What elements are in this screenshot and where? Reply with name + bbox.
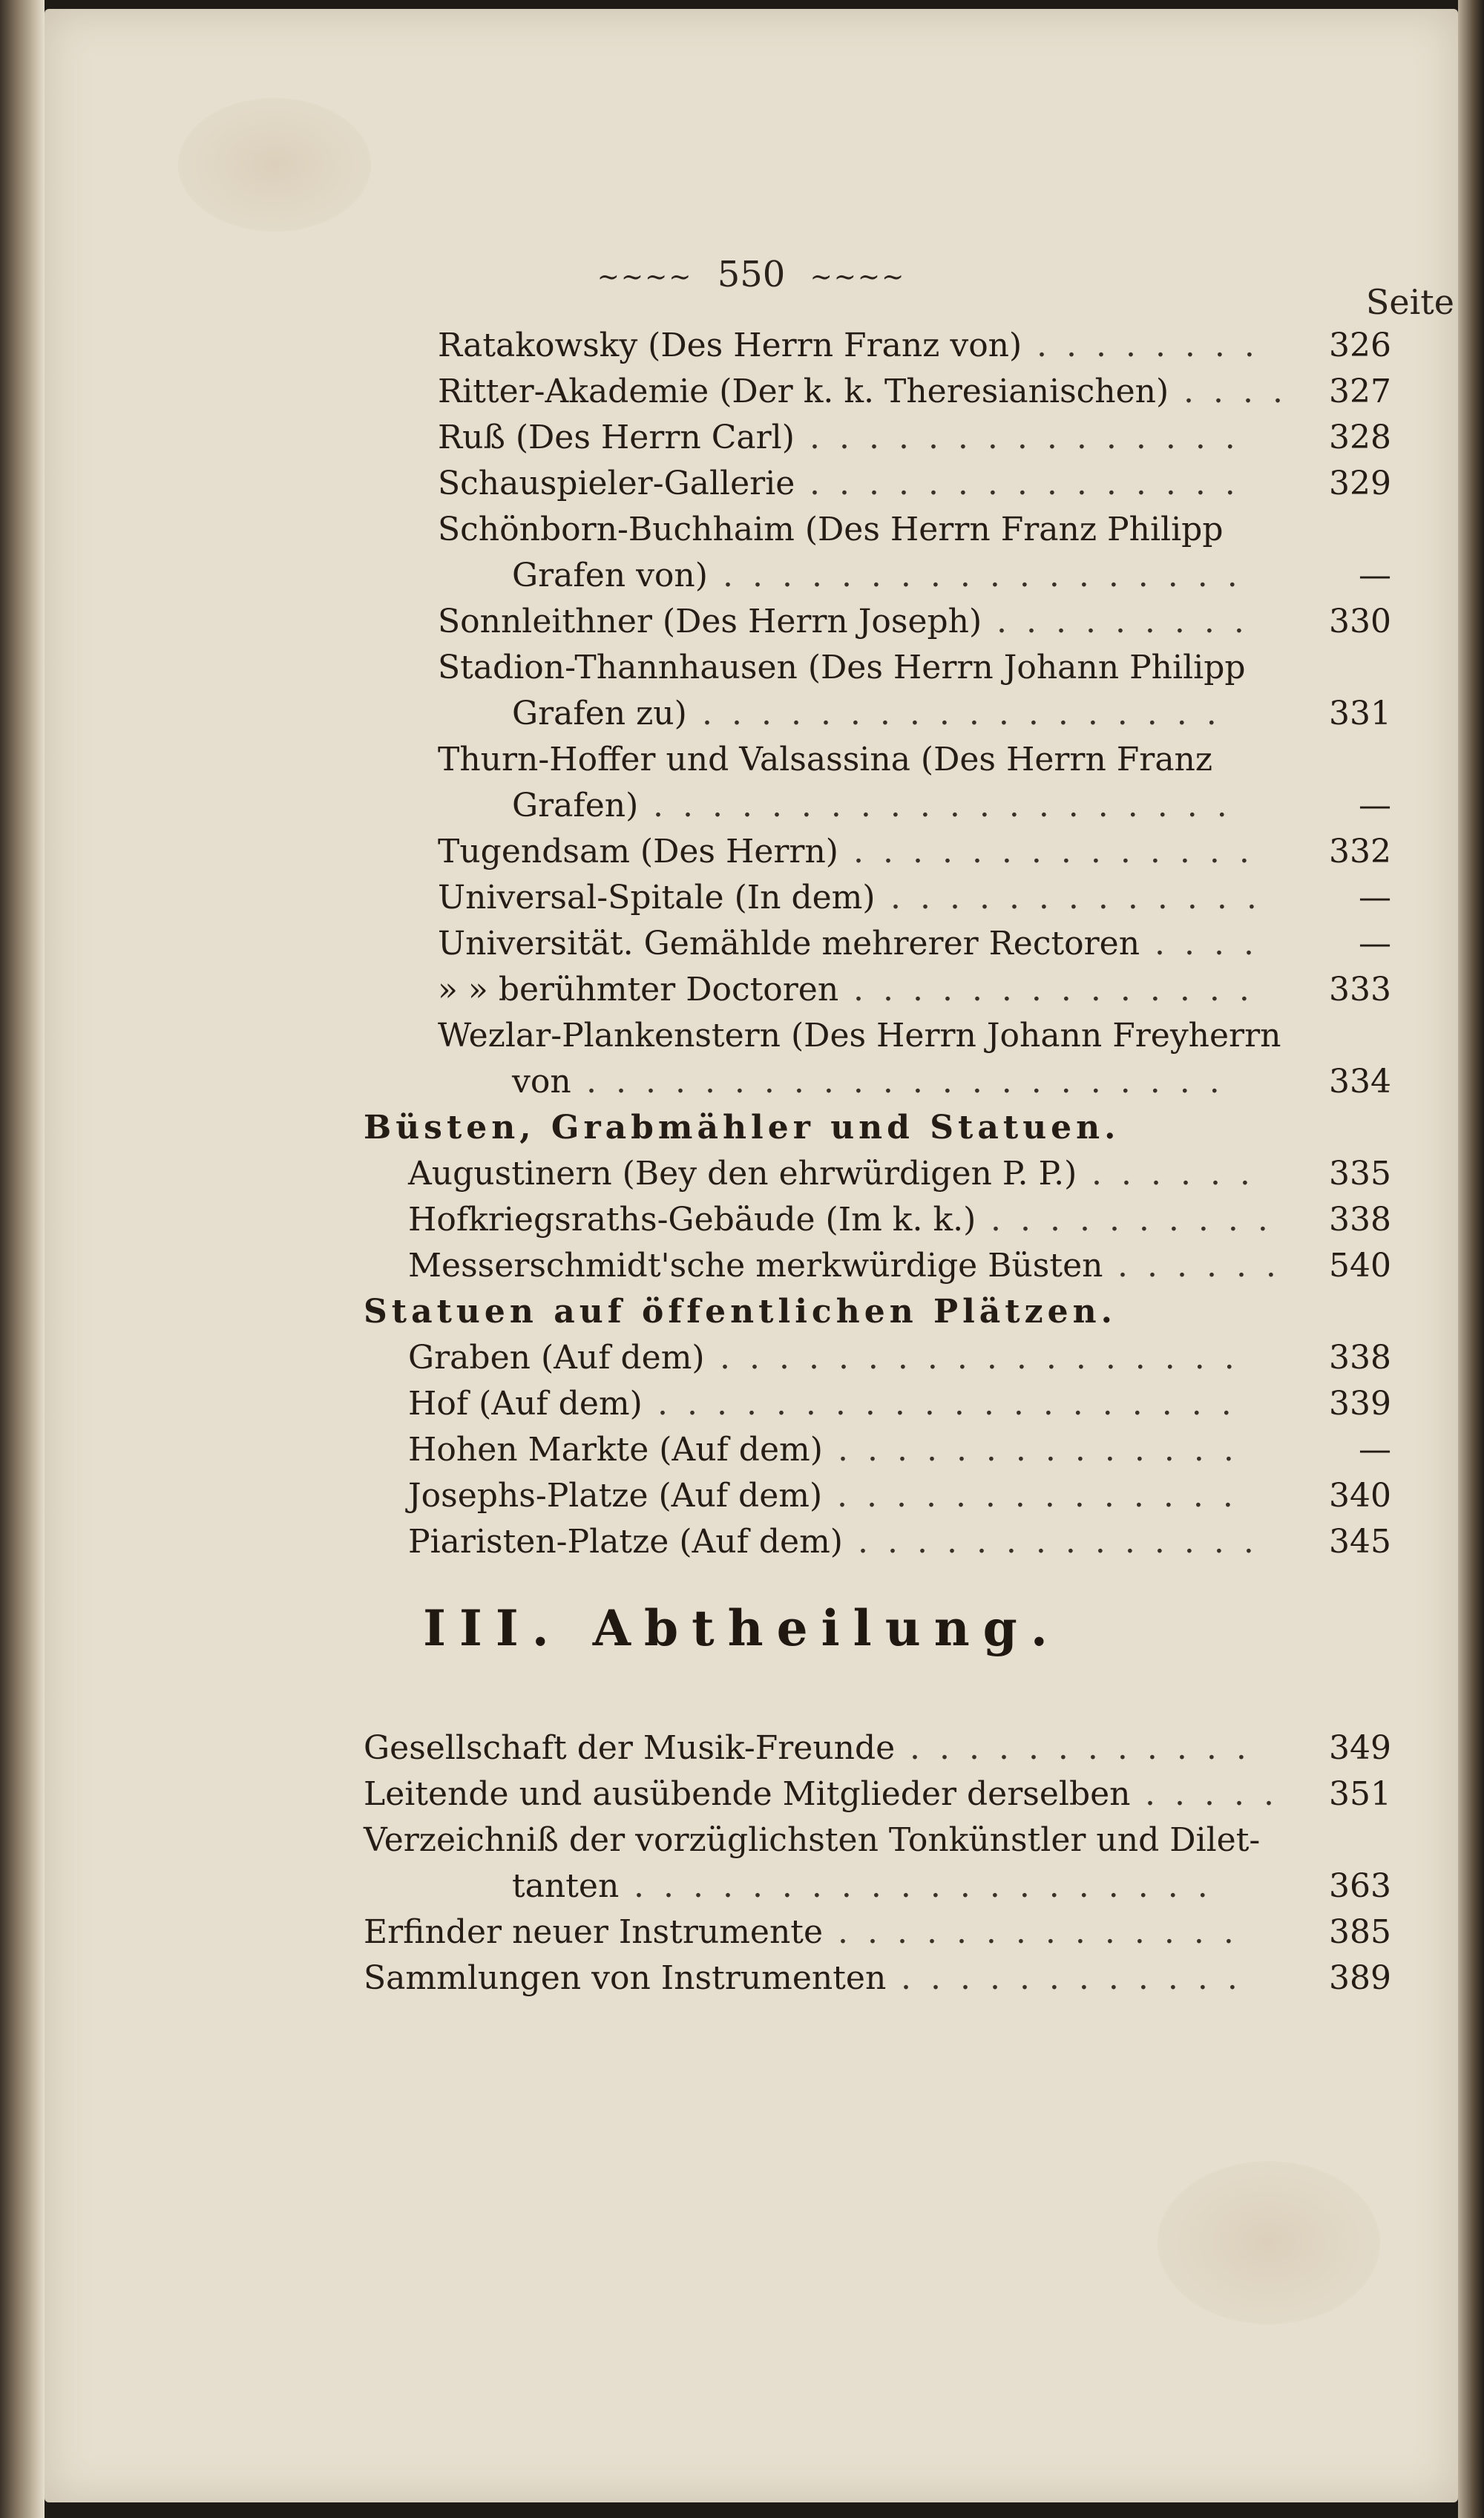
dot-leader: ..............: [838, 1431, 1253, 1469]
entry-text: Verzeichniß der vorzüglichsten Tonkünstler und Dilet-: [364, 1821, 1261, 1859]
index-entry: [364, 1955, 1391, 2001]
dot-leader: ..................: [720, 1339, 1254, 1377]
entry-text: Stadion-Thannhausen (Des Herrn Johann Philipp: [438, 649, 1246, 686]
dot-leader: ....: [1183, 373, 1302, 410]
dot-leader: ..............: [837, 1477, 1252, 1515]
index-entry: [364, 645, 1391, 691]
entry-text: Erfinder neuer Instrumente: [364, 1913, 824, 1951]
entry-page-number: —: [1359, 879, 1391, 917]
entry-text: Leitende und ausübende Mitglieder derselben: [364, 1775, 1131, 1813]
dot-leader: ........: [1037, 327, 1274, 364]
entry-text: Graben (Auf dem): [408, 1339, 705, 1377]
page-edge: [1458, 0, 1484, 2518]
index-entry: [364, 1909, 1391, 1955]
index-entry: [364, 553, 1391, 599]
page-number: 550: [717, 254, 786, 295]
paper-stain: [178, 98, 371, 232]
index-entry: [364, 1013, 1391, 1059]
entry-text: Piaristen-Platze (Auf dem): [408, 1523, 843, 1561]
dot-leader: ..........: [991, 1201, 1287, 1239]
index-entry: [364, 1863, 1391, 1909]
entry-text: Sonnleithner (Des Herrn Joseph): [438, 603, 982, 640]
dot-leader: ............: [901, 1959, 1257, 1997]
index-heading: [364, 1289, 1391, 1335]
paper-stain: [1158, 2161, 1380, 2324]
entry-text: » » berühmter Doctoren: [438, 971, 839, 1009]
entry-text: Hof (Auf dem): [408, 1385, 643, 1423]
index-entry: [364, 829, 1391, 875]
index-entry: [364, 599, 1391, 645]
entry-text: Messerschmidt'sche merkwürdige Büsten: [408, 1247, 1103, 1285]
entry-text: tanten: [512, 1867, 620, 1905]
index-entry: [364, 737, 1391, 783]
entry-text: Augustinern (Bey den ehrwürdigen P. P.): [408, 1155, 1077, 1193]
dot-leader: ....................: [657, 1385, 1251, 1423]
entry-text: Tugendsam (Des Herrn): [438, 833, 838, 871]
dot-leader: ..................: [723, 557, 1257, 594]
entry-page-number: 333: [1329, 971, 1391, 1009]
index-entry: [364, 1151, 1391, 1197]
entry-page-number: —: [1359, 787, 1391, 824]
index-entry: [364, 1427, 1391, 1473]
section-title: III. Abtheilung.: [423, 1599, 1061, 1657]
index-entry: [364, 1381, 1391, 1427]
entry-page-number: 332: [1329, 833, 1391, 871]
entry-page-number: 328: [1329, 419, 1391, 456]
index-entry: [364, 1473, 1391, 1519]
entry-page-number: 330: [1329, 603, 1391, 640]
dot-leader: ......................: [586, 1063, 1239, 1101]
entry-page-number: 389: [1329, 1959, 1391, 1997]
dot-leader: ...............: [810, 465, 1255, 502]
dot-leader: ......: [1091, 1155, 1270, 1193]
entry-text: Universal-Spitale (In dem): [438, 879, 876, 917]
index-entry: [364, 461, 1391, 507]
entry-page-number: 340: [1329, 1477, 1391, 1515]
entry-text: Sammlungen von Instrumenten: [364, 1959, 887, 1997]
entry-page-number: 326: [1329, 327, 1391, 364]
entry-text: Hofkriegsraths-Gebäude (Im k. k.): [408, 1201, 976, 1239]
entry-page-number: —: [1359, 925, 1391, 963]
entry-text: Grafen): [512, 787, 639, 824]
entry-text: Hohen Markte (Auf dem): [408, 1431, 823, 1469]
entry-text: Büsten, Grabmähler und Statuen.: [364, 1109, 1120, 1147]
dot-leader: ....................: [634, 1867, 1227, 1905]
index-entry: [364, 1519, 1391, 1565]
index-entry: [364, 783, 1391, 829]
index-entry: [364, 507, 1391, 553]
entry-text: Grafen zu): [512, 695, 687, 732]
entry-page-number: 331: [1329, 695, 1391, 732]
index-entry: [364, 1059, 1391, 1105]
entry-page-number: 338: [1329, 1339, 1391, 1377]
entry-page-number: 329: [1329, 465, 1391, 502]
entry-text: Ruß (Des Herrn Carl): [438, 419, 795, 456]
entry-text: Grafen von): [512, 557, 708, 594]
entry-text: Josephs-Platze (Auf dem): [408, 1477, 823, 1515]
entry-page-number: 327: [1329, 373, 1391, 410]
ornament-left: ~~~~: [597, 262, 693, 292]
index-entry: [364, 1771, 1391, 1817]
index-entry: [364, 1335, 1391, 1381]
index-entry: [364, 1243, 1391, 1289]
entry-text: Gesellschaft der Musik-Freunde: [364, 1729, 896, 1767]
index-entry: [364, 1817, 1391, 1863]
entry-page-number: 339: [1329, 1385, 1391, 1423]
entry-page-number: 540: [1329, 1247, 1391, 1285]
entry-text: Schönborn-Buchhaim (Des Herrn Franz Philipp: [438, 511, 1224, 548]
page-header: [45, 254, 1458, 295]
entry-page-number: 351: [1329, 1775, 1391, 1813]
entry-page-number: 363: [1329, 1867, 1391, 1905]
dot-leader: ......: [1117, 1247, 1296, 1285]
index-entry: [364, 323, 1391, 369]
dot-leader: .............: [890, 879, 1276, 917]
index-entry: [364, 921, 1391, 967]
dot-leader: ............: [910, 1729, 1266, 1767]
entry-page-number: 349: [1329, 1729, 1391, 1767]
column-label: Seite: [1365, 282, 1454, 322]
entry-text: Universität. Gemählde mehrerer Rectoren: [438, 925, 1140, 963]
entry-text: Thurn-Hoffer und Valsassina (Des Herrn Franz: [438, 741, 1213, 778]
index-entry: [364, 691, 1391, 737]
index-list-section-three: [364, 1725, 1391, 2001]
entry-text: von: [512, 1063, 571, 1101]
dot-leader: ..................: [702, 695, 1236, 732]
index-entry: [364, 1197, 1391, 1243]
ornament-right: ~~~~: [810, 262, 906, 292]
index-heading: [364, 1105, 1391, 1151]
index-entry: [364, 415, 1391, 461]
dot-leader: ....: [1155, 925, 1273, 963]
entry-page-number: 335: [1329, 1155, 1391, 1193]
dot-leader: ..............: [858, 1523, 1273, 1561]
entry-text: Statuen auf öffentlichen Plätzen.: [364, 1293, 1117, 1331]
dot-leader: ..............: [853, 971, 1269, 1009]
entry-page-number: —: [1359, 1431, 1391, 1469]
dot-leader: ..............: [853, 833, 1269, 871]
index-entry: [364, 875, 1391, 921]
entry-page-number: 338: [1329, 1201, 1391, 1239]
entry-page-number: 345: [1329, 1523, 1391, 1561]
entry-text: Ritter-Akademie (Der k. k. Theresianischen): [438, 373, 1169, 410]
entry-text: Ratakowsky (Des Herrn Franz von): [438, 327, 1022, 364]
entry-page-number: 385: [1329, 1913, 1391, 1951]
dot-leader: ..............: [838, 1913, 1253, 1951]
entry-page-number: —: [1359, 557, 1391, 594]
index-entry: [364, 967, 1391, 1013]
index-list: [364, 323, 1391, 1565]
entry-text: Wezlar-Plankenstern (Des Herrn Johann Freyherrn: [438, 1017, 1281, 1055]
dot-leader: ....................: [653, 787, 1247, 824]
dot-leader: ...............: [810, 419, 1255, 456]
entry-text: Schauspieler-Gallerie: [438, 465, 795, 502]
book-spine: [0, 0, 45, 2518]
entry-page-number: 334: [1329, 1063, 1391, 1101]
index-entry: [364, 369, 1391, 415]
dot-leader: .....: [1145, 1775, 1293, 1813]
index-entry: [364, 1725, 1391, 1771]
dot-leader: .........: [997, 603, 1264, 640]
